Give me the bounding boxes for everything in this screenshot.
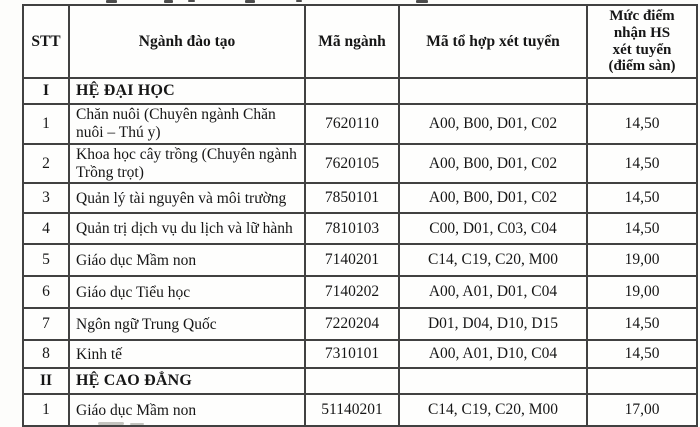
combination-cell: A00, A01, D01, C04 [399,276,587,308]
score-cell: 14,50 [587,308,697,340]
table-row [23,183,697,213]
table-row [23,213,697,244]
scan-artifact [164,0,173,3]
major-name-cell: Ngôn ngữ Trung Quốc [69,308,305,340]
combination-cell [399,368,587,394]
section-row [23,78,697,104]
combination-cell: C14, C19, C20, M00 [399,244,587,276]
section-row [23,368,697,394]
major-code-cell: 7620110 [305,104,399,144]
scan-artifact [98,422,124,425]
stt-cell: 2 [23,144,69,184]
table-row [23,340,697,368]
table-row [23,104,697,144]
score-cell [587,368,697,394]
stt-cell: 7 [23,308,69,340]
major-code-cell: 7140201 [305,244,399,276]
combination-cell: A00, B00, D01, C02 [399,144,587,184]
combination-cell: D01, D04, D10, D15 [399,308,587,340]
score-cell: 14,50 [587,104,697,144]
major-code-cell: 7810103 [305,213,399,244]
major-name-cell: Giáo dục Tiểu học [69,276,305,308]
table-row [23,276,697,308]
combination-cell: A00, B00, D01, C02 [399,104,587,144]
stt-cell: 1 [23,104,69,144]
major-code-cell: 7220204 [305,308,399,340]
scan-artifact [188,0,195,2]
combination-cell: C14, C19, C20, M00 [399,394,587,426]
score-cell: 17,00 [587,394,697,426]
stt-cell: II [23,368,69,394]
header-combination: Mã tổ hợp xét tuyển [399,5,587,78]
header-score-line: xét tuyển [612,41,672,58]
header-major-code: Mã ngành [305,5,399,78]
major-code-cell: 7620105 [305,144,399,184]
major-name-cell: Chăn nuôi (Chuyên ngành Chăn nuôi – Thú y) [69,104,305,144]
score-cell [587,78,697,104]
header-score [587,5,697,78]
combination-cell [399,78,587,104]
section-title-cell: HỆ ĐẠI HỌC [69,78,305,104]
header-major: Ngành đào tạo [69,5,305,78]
major-name-cell: Kinh tế [69,340,305,368]
scan-artifact [130,423,144,425]
admission-score-table [22,4,698,427]
stt-cell: 5 [23,244,69,276]
score-cell: 14,50 [587,213,697,244]
combination-cell: C00, D01, C03, C04 [399,213,587,244]
scan-artifact [296,0,302,2]
score-cell: 19,00 [587,276,697,308]
header-score-line: (điểm sàn) [608,58,676,75]
score-cell: 19,00 [587,244,697,276]
major-code-cell: 7850101 [305,183,399,213]
stt-cell: 1 [23,394,69,426]
stt-cell: 6 [23,276,69,308]
header-score-line: Mức điểm [609,8,675,24]
major-code-cell [305,368,399,394]
major-name-cell: Quản lý tài nguyên và môi trường [69,183,305,213]
table-row [23,244,697,276]
stt-cell: 4 [23,213,69,244]
major-code-cell: 7140202 [305,276,399,308]
header-stt: STT [23,5,69,78]
stt-cell: 3 [23,183,69,213]
table-row [23,394,697,426]
combination-cell: A00, B00, D01, C02 [399,183,587,213]
section-title-cell: HỆ CAO ĐẲNG [69,368,305,394]
stt-cell: I [23,78,69,104]
table-row [23,308,697,340]
scan-artifact [416,0,428,3]
header-row [23,5,697,78]
score-cell: 14,50 [587,340,697,368]
major-name-cell: Quản trị dịch vụ du lịch và lữ hành [69,213,305,244]
major-name-cell: Giáo dục Mầm non [69,394,305,426]
major-code-cell [305,78,399,104]
stt-cell: 8 [23,340,69,368]
scan-artifact [106,0,117,3]
major-code-cell: 7310101 [305,340,399,368]
score-cell: 14,50 [587,144,697,184]
major-code-cell: 51140201 [305,394,399,426]
scan-artifact [245,0,255,3]
table-row [23,144,697,184]
header-score-line: nhận HS [613,24,671,41]
combination-cell: A00, A01, D10, C04 [399,340,587,368]
score-cell: 14,50 [587,183,697,213]
major-name-cell: Giáo dục Mầm non [69,244,305,276]
major-name-cell: Khoa học cây trồng (Chuyên ngành Trồng trọt) [69,144,305,184]
